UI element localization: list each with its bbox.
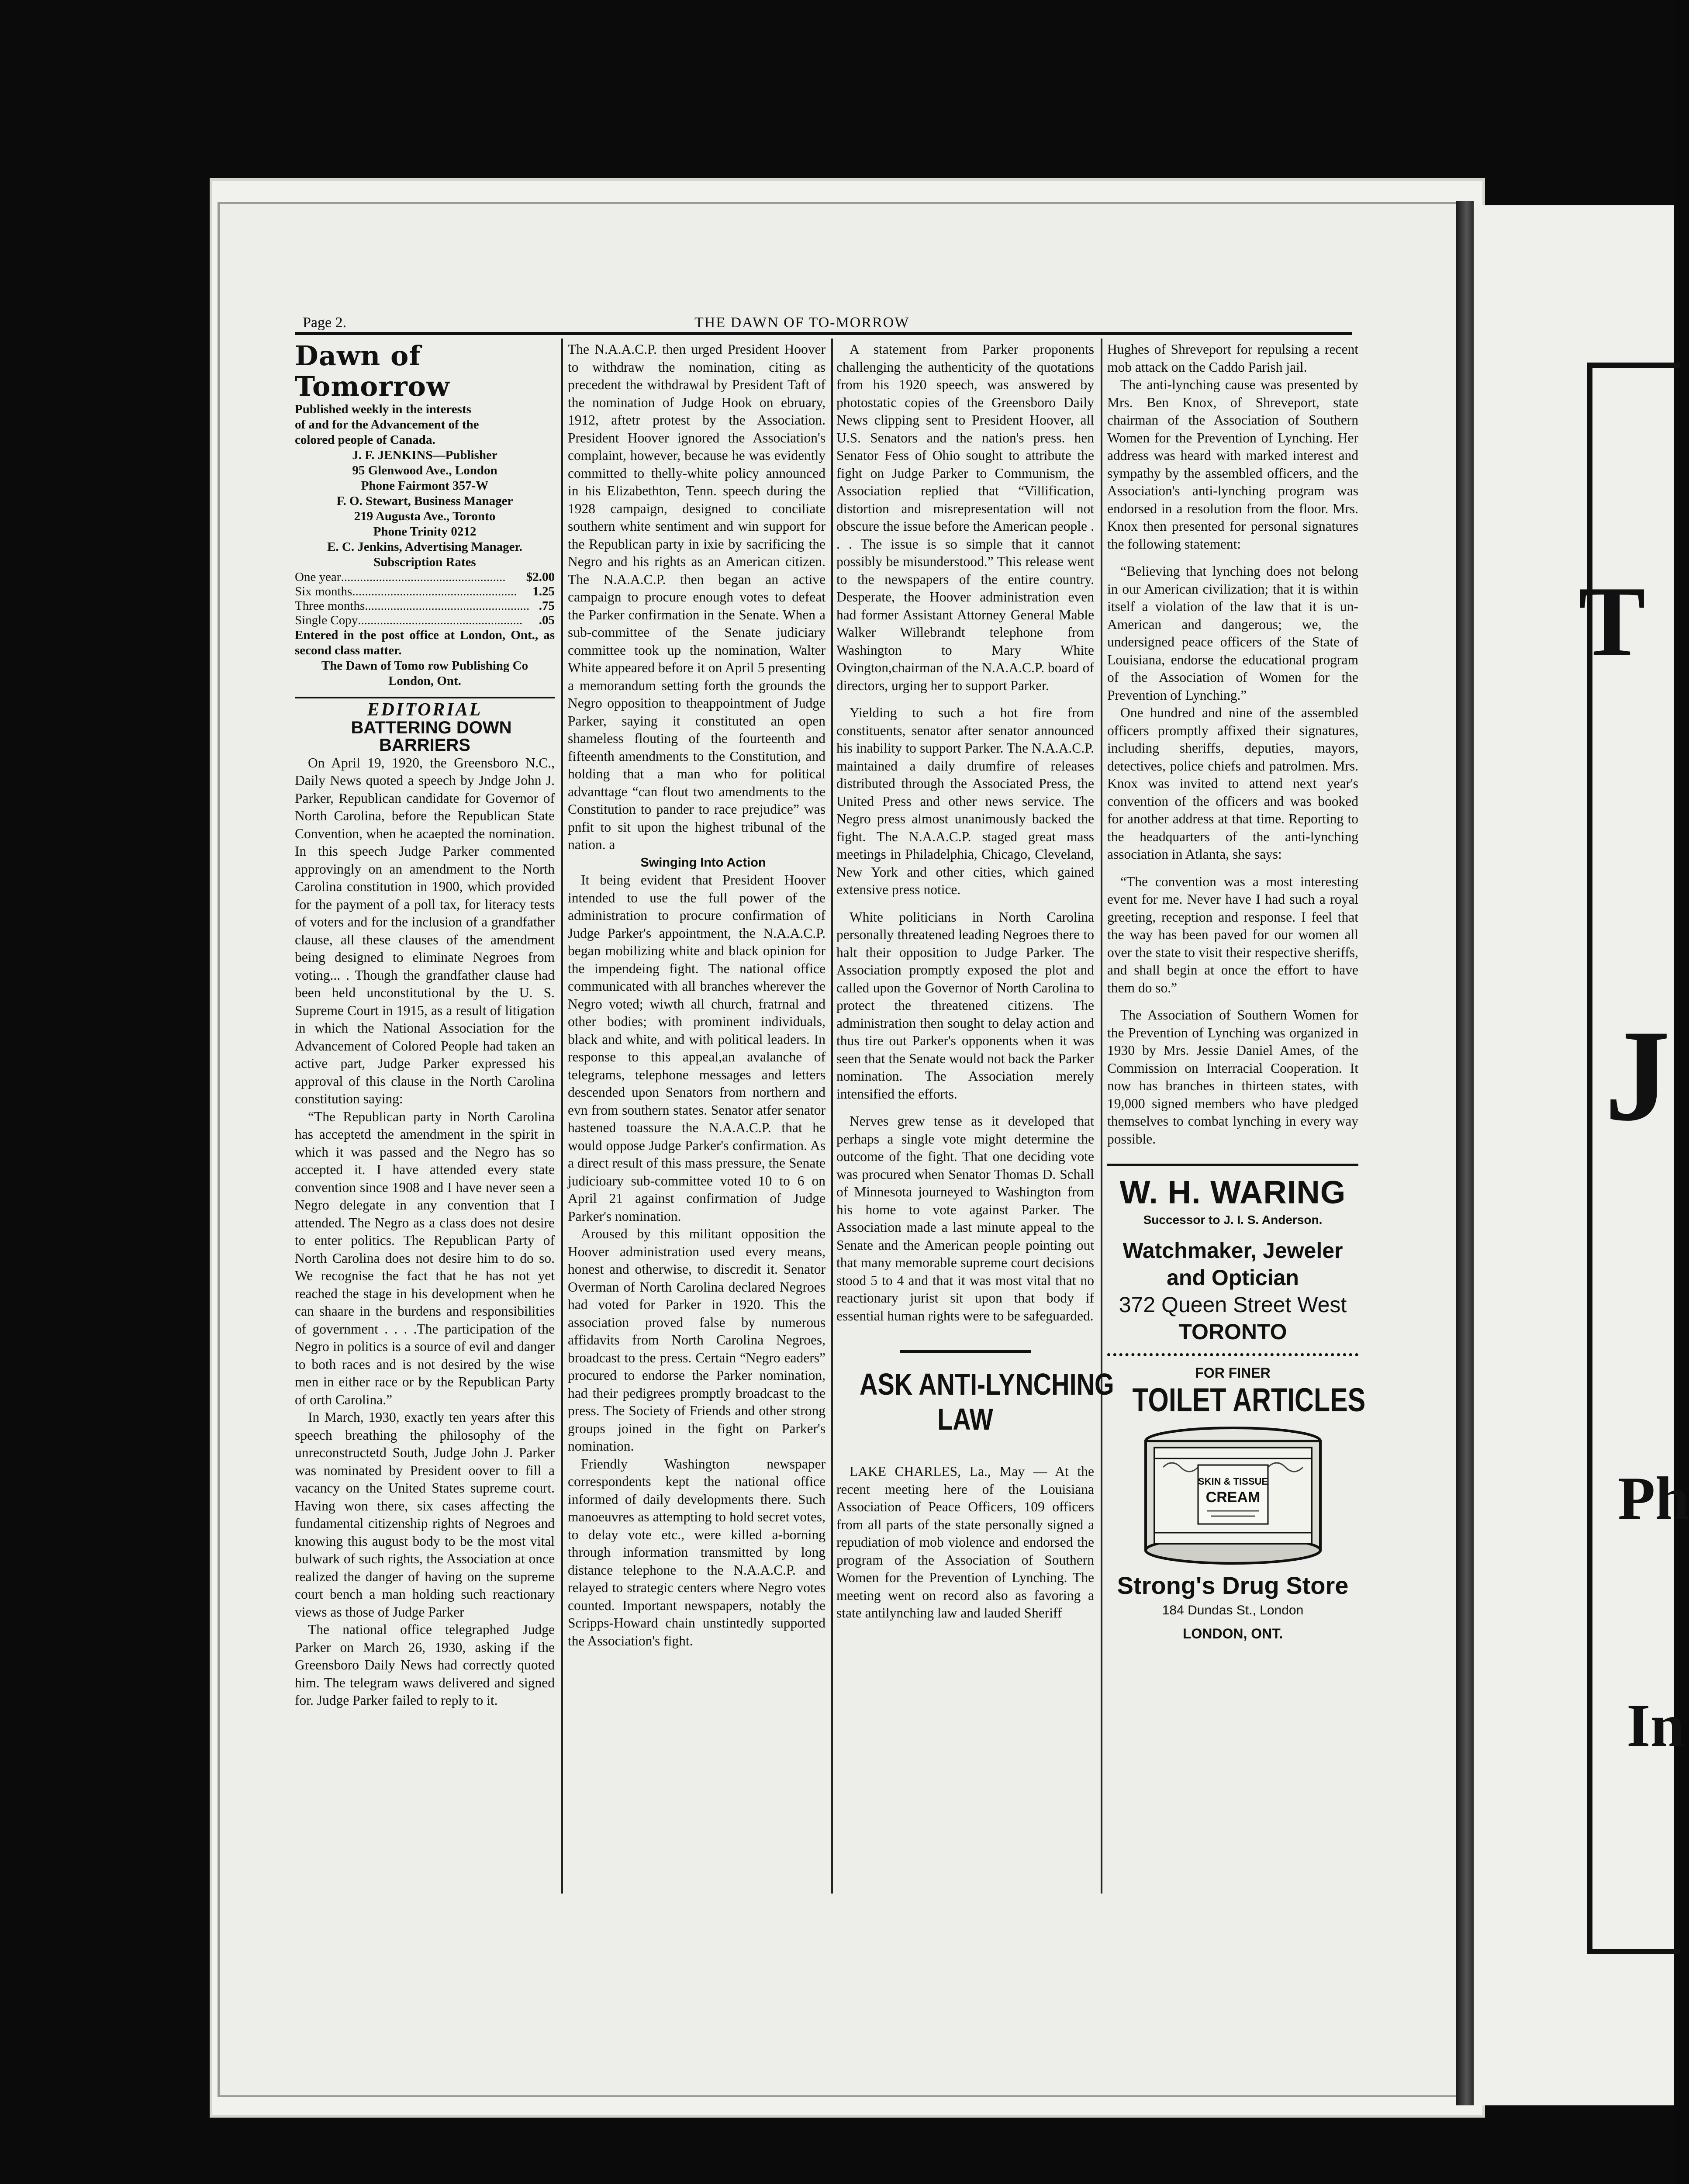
strongs-city: LONDON, ONT.	[1182, 1625, 1283, 1641]
column-rule	[831, 339, 833, 1894]
article-paragraph: A statement from Parker proponents challenging the authenticity of the quotations from his 1920 speech, was answered by photostatic copies of the Greensboro Daily News clipping sent to President Hoover, all U.S. Senators and the nation's press. hen Senator Fess of Ohio sought to attribute the fight on Judge Parker to Communism, the Association replied that “Villification, distortion and misrepresentation will not obscure the issue before the American people . . . The issue is so simple that it cannot possibly be misunderstood.” This release went to the newspapers of the entire country. Desperate, the Hoover administration even had former Assistant Attorney General Mable Walker Willebrandt telephone from Washington to Mary White Ovington,chairman of the N.A.A.C.P. board of directors, urging her to support Parker.	[836, 342, 1094, 693]
page-content	[295, 314, 1366, 1904]
jar-label-top: SKIN & TISSUE	[1198, 1476, 1268, 1487]
rate-price: .05	[539, 613, 555, 627]
entry-note: Entered in the post office at London, Ont., as second class matter.	[295, 628, 555, 657]
strongs-address: 184 Dundas St., London	[1162, 1603, 1304, 1617]
waring-address: 372 Queen Street West	[1119, 1292, 1347, 1317]
rate-row	[295, 613, 555, 628]
article-paragraph: The national office telegraphed Judge Parker on March 26, 1930, asking if the Greensboro Daily News had correctly quoted him. The telegram waws delivered and signed for. Judge Parker failed to reply to it.	[295, 1622, 555, 1708]
rate-term: Six months	[295, 584, 352, 598]
strongs-kicker: FOR FINER	[1195, 1365, 1271, 1381]
adjacent-fragment: Ph	[1618, 1465, 1689, 1532]
masthead-line: colored people of Canada.	[295, 433, 435, 447]
article-paragraph: Yielding to such a hot fire from constituents, senator after senator announced his inability to support Parker. The N.A.A.C.P. maintained a daily drumfire of releases distributed through the Associated Press, the United Press and other news service. The Negro press almost unanimously backed the fight. The N.A.A.C.P. staged great mass meetings in Philadelphia, Chicago, Cleveland, New York and other cities, which gained extensive press notice.	[836, 705, 1094, 897]
rate-leader: ....................................................	[365, 599, 530, 613]
page-gutter	[1456, 201, 1474, 2105]
rate-row	[295, 570, 555, 584]
waring-city: TORONTO	[1178, 1319, 1287, 1344]
rate-row	[295, 599, 555, 613]
article-paragraph: Nerves grew tense as it developed that perhaps a single vote might determine the outcome of the fight. That one deciding vote was procured when Senator Thomas D. Schall of Minnesota journeyed to Washington from his home to vote against Parker. The Association made a last minute appeal to the Senate and the American people pointing out that many memorable supreme court decisions stood 5 to 4 and that it was most vital that no reactionary jurist sit upon that body if essential human rights were to be safeguarded.	[836, 1113, 1094, 1324]
article-paragraph: LAKE CHARLES, La., May — At the recent meeting here of the Louisiana Association of Peace Officers, 109 officers from all parts of the state personally signed a repudiation of mob violence and endorsed the program of the Association of Southern Women for the Prevention of Lynching. The meeting went on record also as favoring a state antilynching law and lauded Sheriff	[836, 1464, 1094, 1621]
adjacent-fragment: In	[1627, 1692, 1685, 1759]
business-manager: F. O. Stewart, Business Manager	[336, 494, 513, 508]
editorial-headline: BATTERING DOWN BARRIERS	[351, 718, 512, 755]
masthead-box	[295, 341, 555, 689]
business-phone: Phone Trinity 0212	[373, 525, 477, 539]
advertising-manager: E. C. Jenkins, Advertising Manager.	[327, 540, 522, 554]
ad-rule	[1107, 1164, 1358, 1166]
masthead-rule	[295, 332, 1352, 335]
rate-term: Three months	[295, 599, 365, 613]
article-paragraph: It being evident that President Hoover intended to use the full power of the administration to procure confirmation of Judge Parker's appointment, the N.A.A.C.P. began mobilizing white and black opinion for the impendeing fight. The national office communicated with all branches wherever the Negro voted; wiwth all church, fratrnal and other bodies; with prominent individuals, black and white, and with political leaders. In response to this appeal,an avalanche of telegrams, telephone messages and letters descended upon Senators from northern and evn from southern states. Senator atfer senator hastened toassure the N.A.A.C.P. that he would oppose Judge Parker's confirmation. As a direct result of this mass pressure, the Senate judicioary sub-committee voted 10 to 6 on April 21 against confirmation of Judge Parker's nomination.	[568, 872, 826, 1224]
masthead-title: Dawn of Tomorrow	[295, 340, 450, 402]
column-1	[295, 341, 555, 1710]
column-rule	[561, 339, 563, 1894]
masthead-line: Published weekly in the interests	[295, 402, 471, 416]
rate-price: 1.25	[532, 584, 555, 598]
publishing-city: London, Ont.	[388, 674, 461, 688]
article-paragraph: White politicians in North Carolina personally threatened leading Negroes there to halt their opposition to Judge Parker. The Association promptly exposed the plot and called upon the Governor of North Carolina to protect the threatened citizens. The administration then sought to delay action and thus tire out Parker's opponents when it was seen that the Senate would not back the Parker nomination. The Association merely intensified the efforts.	[836, 909, 1094, 1102]
rate-term: Single Copy	[295, 613, 358, 627]
subscription-heading: Subscription Rates	[373, 555, 476, 569]
article-paragraph: Friendly Washington newspaper correspondents kept the national office informed of daily developments there. Such manoeuvres as attempting to hold secret votes, to delay vote etc., were killed a-borning through information transmitted by long distance telephone to the N.A.A.C.P. and relayed to strategic centers where Negro votes counted. Important newspapers, notably the Scripps-Howard chain unstintedly supported the Association's fight.	[568, 1456, 826, 1648]
publishing-company: The Dawn of Tomo row Publishing Co	[321, 659, 528, 673]
column-3	[836, 341, 1114, 1622]
masthead-line: of and for the Advancement of the	[295, 418, 479, 432]
rate-price: .75	[539, 599, 555, 613]
running-head: THE DAWN OF TO-MORROW	[694, 314, 910, 331]
column-rule	[1101, 339, 1102, 1894]
article-paragraph: “The Republican party in North Carolina has acceptetd the amendment in the spirit in which it was passed and the Negro has so accepted it. I have attended every state convention since 1908 and I have never seen a Negro delegate in any convention that I attended. The Negro as a class does not desire to enter politics. The Republican Party of North Carolina does not desire him to do so. We recognise the fact that he has not yet reached the stage in his development when he can shaare in the burdens and responsibilities of government . . . .The participation of the Negro in politics is a source of evil and danger to both races and is not desired by the wise men in either race or by the Republican Party of orth Carolina.”	[295, 1109, 555, 1407]
publisher-name: J. F. JENKINS—Publisher	[352, 448, 497, 462]
anti-lynching-headline: ASK ANTI-LYNCHING	[860, 1367, 1114, 1401]
waring-trade: Watchmaker, Jeweler	[1123, 1238, 1343, 1263]
strongs-headline: TOILET ARTICLES	[1132, 1382, 1366, 1419]
article-paragraph: “Believing that lynching does not belong in our American civilization; that it is within itself a violation of the law that it is un-American and dangerous; we, the undersigned peace officers of the State of Louisiana, endorse the educational program of the Association of Women for the Prevention of Lynching.”	[1107, 563, 1358, 703]
article-paragraph: The Association of Southern Women for the Prevention of Lynching was organized in 1930 by Mrs. Jessie Daniel Ames, of the Commission on Interracial Cooperation. It now has branches in thirteen states, with 19,000 signed members who have pledged themselves to combat lynching in every way possible.	[1107, 1007, 1358, 1147]
strongs-advertisement	[1107, 1364, 1366, 1643]
adjacent-fragment: T	[1578, 566, 1646, 677]
adjacent-fragment: J	[1605, 1003, 1670, 1148]
anti-lynching-headline-2: LAW	[937, 1402, 993, 1436]
page-number: Page 2.	[303, 314, 347, 331]
rate-leader: ....................................................	[352, 584, 517, 598]
rate-leader: ....................................................	[341, 570, 506, 584]
subheading: Swinging Into Action	[640, 855, 766, 870]
rate-leader: ....................................................	[358, 613, 523, 627]
section-rule	[900, 1350, 1031, 1353]
article-paragraph: Hughes of Shreveport for repulsing a recent mob attack on the Caddo Parish jail.	[1107, 342, 1358, 375]
editorial-label: EDITORIAL	[295, 697, 555, 719]
rate-row	[295, 584, 555, 599]
rate-term: One year	[295, 570, 341, 584]
rate-price: $2.00	[526, 570, 555, 584]
strongs-store: Strong's Drug Store	[1117, 1572, 1349, 1599]
article-paragraph: “The convention was a most interesting event for me. Never have I had such a royal greeting, reception and response. I feel that the way has been paved for our women all over the state to visit their respective sheriffs, and shall begin at once the effort to have them do so.”	[1107, 874, 1358, 995]
article-paragraph: Aroused by this militant opposition the Hoover administration used every means, honest and otherwise, to discredit it. Senator Overman of North Carolina declared Negroes had voted for Parker in 1920. This the association proved false by numerous affidavits from North Carolina Negroes, broadcast to the press. Certain “Negro eaders” procured to endorse the Parker nomination, had their pedigrees promptly broadcast to the press. The Society of Friends and other strong groups joined in the fight on Parker's nomination.	[568, 1226, 826, 1454]
article-paragraph: The anti-lynching cause was presented by Mrs. Ben Knox, of Shreveport, state chairman of the Association of Southern Women for the Prevention of Lynching. Her address was heard with marked interest and sympathy by the assembled officers, and the Association's anti-lynching program was endorsed in a resolution from the floor. Mrs. Knox then presented for personal signatures the following statement:	[1107, 377, 1358, 552]
waring-advertisement	[1107, 1174, 1358, 1345]
adjacent-page	[1474, 205, 1689, 2105]
article-paragraph: On April 19, 1920, the Greensboro N.C., Daily News quoted a speech by Jndge John J. Parker, Republican candidate for Governor of North Carolina, before the Republican State Convention, when he acaepted the nomination. In this speech Judge Parker commented approvingly on an amendment to the North Carolina constitution in 1900, which provided for the payment of a poll tax, for literacy tests of voters and for the inclusion of a grandfather clause, all these clauses of the amendment being designed to eliminate Negroes from voting... . Though the grandfather clause had been held unconstitutional by the U. S. Supreme Court in 1915, as a result of litigation in which the National Association for the Advancement of Colored People had taken an active part, Judge Parker expressed his approval of this clause in the North Carolina constitution saying:	[295, 755, 555, 1106]
business-address: 219 Augusta Ave., Toronto	[354, 509, 496, 523]
cream-jar-icon	[1137, 1424, 1329, 1568]
ad-rule	[1107, 1353, 1358, 1356]
article-paragraph: In March, 1930, exactly ten years after this speech breathing the philosophy of the unreconstructetd South, Judge John J. Parker was nominated by President oover to fill a vacancy on the United States supreme court. Having won there, six cases affecting the fundamental citizenship rights of Negroes and knowing this august body to be the most vital bulwark of such rights, the Association at once realized the danger of having on the supreme court bench a man holding such reactionary views as those of Judge Parker	[295, 1410, 555, 1620]
column-2	[568, 341, 826, 1650]
jar-label-mid: CREAM	[1205, 1489, 1260, 1506]
column-4	[1107, 341, 1366, 1642]
article-paragraph: The N.A.A.C.P. then urged President Hoover to withdraw the nomination, citing as precedent the withdrawal by President Taft of the nomination of Judge Hook on ebruary, 1912, aftetr protest by the Association. President Hoover ignored the Association's complaint, however, because he was evidently committed to thelly-white policy announced in his Elizabethton, Tenn. speech during the 1928 campaign, designed to conciliate southern white sentiment and win support for the Republican party in ixie by sacrificing the Negro and his rights as an American citizen. The N.A.A.C.P. then began an active campaign to procure enough votes to defeat the Parker confirmation in the Senate. When a sub-committee of the Senate judiciary committee took up the nomination, Walter White appeared before it on April 5 presenting a memorandum setting forth the grounds the Negro opposition to theappointment of Judge Parker, saying it constituted an open shameless flouting of the fourteenth and fifteenth amendments to the Constitution, and holding that a man who for political advanttage “can flout two amendments to the Constitution to pander to race prejudice” was pnfit to sit upon the highest tribunal of the nation. a	[568, 342, 826, 852]
waring-name: W. H. WARING	[1119, 1174, 1346, 1210]
waring-trade-2: and Optician	[1167, 1265, 1299, 1290]
article-paragraph: One hundred and nine of the assembled officers promptly affixed their signatures, including sheriffs, deputies, mayors, detectives, police chiefs and patrolmen. Mrs. Knox was invited to attend next year's convention of the officers and was booked for another address at that time. Reporting to the headquarters of the anti-lynching association in Atlanta, she says:	[1107, 705, 1358, 862]
publisher-address: 95 Glenwood Ave., London	[352, 463, 497, 477]
publisher-phone: Phone Fairmont 357-W	[361, 479, 489, 493]
waring-successor: Successor to J. I. S. Anderson.	[1143, 1213, 1323, 1227]
